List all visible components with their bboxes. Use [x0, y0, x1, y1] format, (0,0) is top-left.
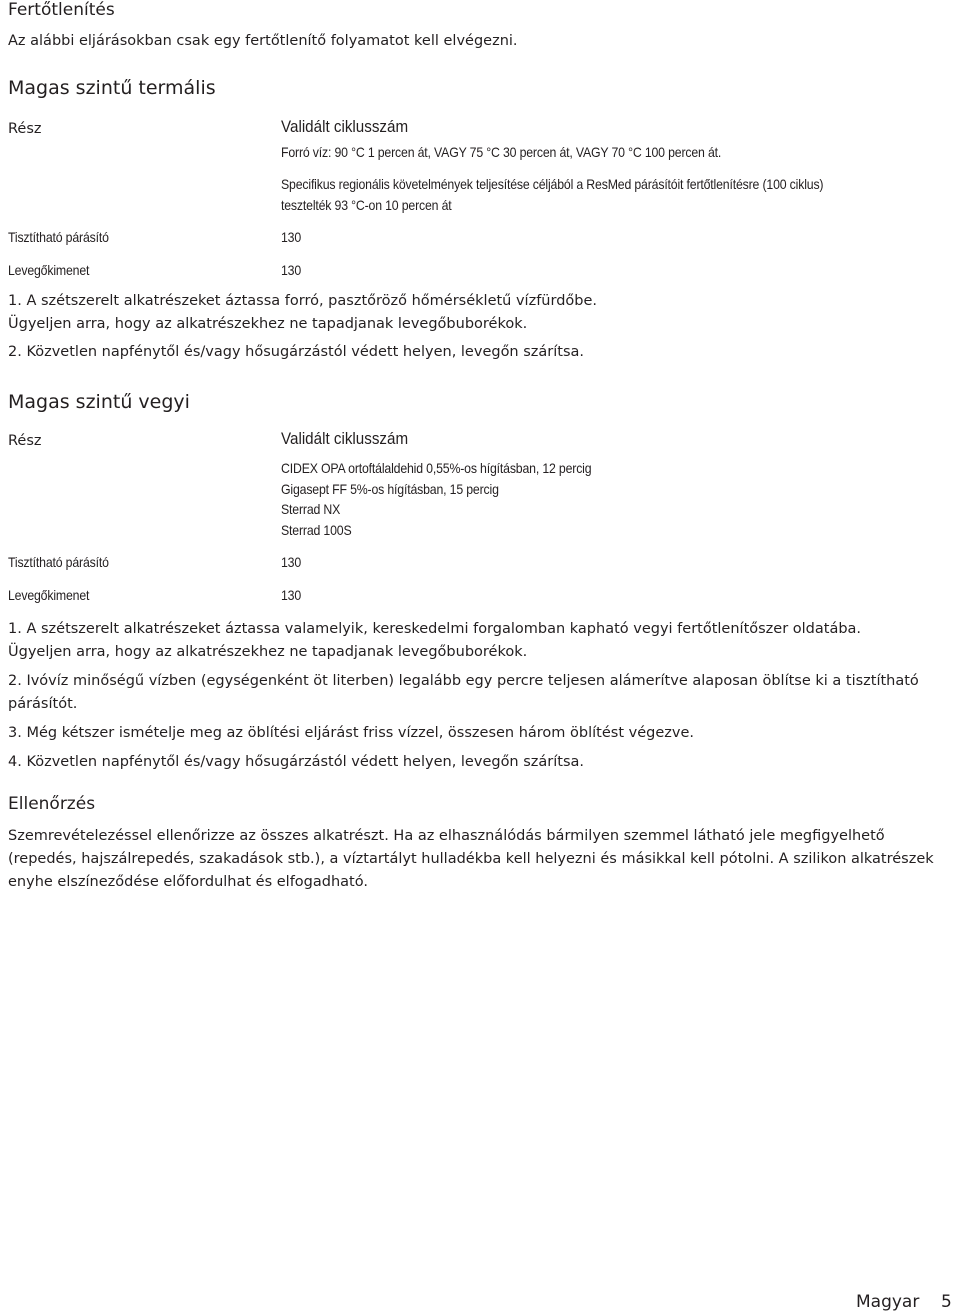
- thermal-note-line-1: Specifikus regionális követelmények teljesítése céljából a ResMed párásítóit fertőtlenítésre (100 ciklus): [281, 176, 824, 192]
- thermal-row-cycles: 130: [281, 262, 302, 278]
- chemical-step: [8, 722, 694, 745]
- chemical-col-part-header: Rész: [8, 433, 42, 449]
- section-title-chemical: Magas szintű vegyi: [8, 391, 190, 413]
- thermal-col-cycles-header: Validált ciklusszám: [281, 118, 409, 136]
- section-title-ellenorzes: Ellenőrzés: [8, 794, 96, 814]
- chemical-step-continuation: párásítót.: [8, 696, 78, 712]
- footer-language: Magyar: [856, 1292, 920, 1312]
- chemical-method: Sterrad NX: [281, 501, 341, 517]
- chemical-row-cycles: 130: [281, 587, 302, 603]
- thermal-step: [8, 290, 597, 313]
- thermal-note-line-2: tesztelték 93 °C-on 10 percen át: [281, 197, 452, 213]
- step-number: 1.: [8, 293, 22, 309]
- thermal-step: [8, 341, 584, 364]
- step-number: 2.: [8, 673, 22, 689]
- ellenorzes-line-1: Szemrevételezéssel ellenőrizze az összes alkatrészt. Ha az elhasználódás bármilyen szemmel látható jele megfigyelhető: [8, 828, 885, 844]
- ellenorzes-line-2: (repedés, hajszálrepedés, szakadások stb.), a víztartályt hulladékba kell helyezni és másikkal kell pótolni. A szilikon alkatrészek: [8, 851, 934, 867]
- step-text: Közvetlen napfénytől és/vagy hősugárzástól védett helyen, levegőn szárítsa.: [26, 344, 585, 360]
- chemical-row-part: Levegőkimenet: [8, 587, 90, 603]
- chemical-step: [8, 670, 919, 693]
- step-text: A szétszerelt alkatrészeket áztassa valamelyik, kereskedelmi forgalomban kapható vegyi fertőtlenítőszer oldatába.: [26, 621, 862, 637]
- chemical-step-note: Ügyeljen arra, hogy az alkatrészekhez ne tapadjanak levegőbuborékok.: [8, 644, 528, 660]
- chemical-row-part: Tisztítható párásító: [8, 554, 109, 570]
- chemical-method: CIDEX OPA ortoftálaldehid 0,55%-os hígításban, 12 percig: [281, 460, 592, 476]
- page-number: 5: [941, 1292, 952, 1312]
- step-number: 1.: [8, 621, 22, 637]
- chemical-col-cycles-header: Validált ciklusszám: [281, 430, 409, 448]
- thermal-row-part: Levegőkimenet: [8, 262, 90, 278]
- chemical-method: Gigasept FF 5%-os hígításban, 15 percig: [281, 481, 499, 497]
- thermal-col-part-header: Rész: [8, 121, 42, 137]
- step-text: Közvetlen napfénytől és/vagy hősugárzástól védett helyen, levegőn szárítsa.: [26, 754, 585, 770]
- section-title-thermal: Magas szintű termális: [8, 77, 216, 99]
- section-title-fertotlenites: Fertőtlenítés: [8, 0, 115, 20]
- step-number: 4.: [8, 754, 22, 770]
- thermal-row-part: Tisztítható párásító: [8, 229, 109, 245]
- chemical-step: [8, 751, 584, 774]
- step-text: Ivóvíz minőségű vízben (egységenként öt literben) legalább egy percre teljesen alámerítve alaposan öblítse ki a tisztítható: [26, 673, 919, 689]
- step-number: 3.: [8, 725, 22, 741]
- ellenorzes-line-3: enyhe elszíneződése előfordulhat és elfogadható.: [8, 874, 368, 890]
- chemical-method: Sterrad 100S: [281, 522, 352, 538]
- chemical-row-cycles: 130: [281, 554, 302, 570]
- thermal-method-line: Forró víz: 90 °C 1 percen át, VAGY 75 °C 30 percen át, VAGY 70 °C 100 percen át.: [281, 144, 722, 160]
- thermal-step-note: Ügyeljen arra, hogy az alkatrészekhez ne tapadjanak levegőbuborékok.: [8, 316, 528, 332]
- step-text: Még kétszer ismételje meg az öblítési eljárást friss vízzel, összesen három öblítést végezve.: [26, 725, 694, 741]
- intro-text: Az alábbi eljárásokban csak egy fertőtlenítő folyamatot kell elvégezni.: [8, 33, 518, 49]
- chemical-step: [8, 618, 861, 641]
- step-text: A szétszerelt alkatrészeket áztassa forró, pasztőröző hőmérsékletű vízfürdőbe.: [26, 293, 598, 309]
- step-number: 2.: [8, 344, 22, 360]
- thermal-row-cycles: 130: [281, 229, 302, 245]
